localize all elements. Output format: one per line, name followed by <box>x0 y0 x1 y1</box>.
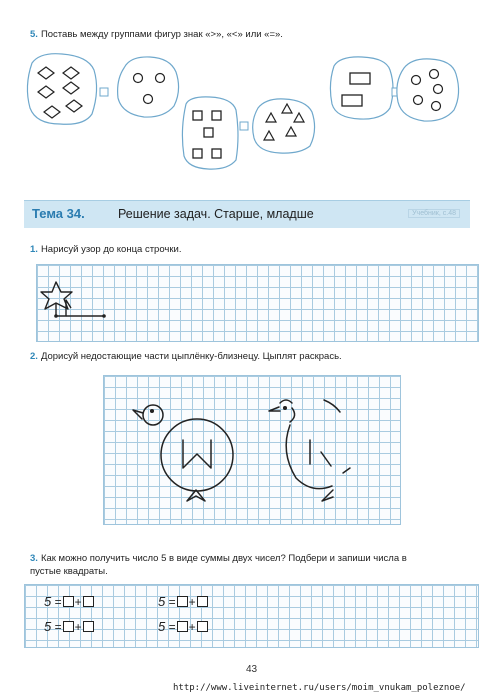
sum-plus: + <box>74 595 82 609</box>
group-circles-1 <box>118 57 179 117</box>
sum-row-1-left <box>44 594 95 609</box>
pattern-grid[interactable] <box>36 264 479 342</box>
sum-plus: + <box>74 620 82 634</box>
group-rhombuses <box>27 54 96 125</box>
group-circles-2 <box>397 59 459 121</box>
sum-equals: = <box>168 620 176 634</box>
task-3-number: 3. <box>30 553 38 564</box>
sum-digit: 5 <box>158 594 166 609</box>
source-url[interactable]: http://www.liveinternet.ru/users/moim_vnukam_poleznoe/ <box>173 683 466 693</box>
sum-equals: = <box>54 595 62 609</box>
answer-box[interactable] <box>63 596 74 607</box>
group-rectangles <box>330 57 393 119</box>
task-2-number: 2. <box>30 351 38 362</box>
sum-digit: 5 <box>44 594 52 609</box>
task-3-heading-line2 <box>30 566 108 577</box>
sum-digit: 5 <box>158 619 166 634</box>
task-3-text-line1: Как можно получить число 5 в виде суммы двух чисел? Подбери и запиши числа в <box>40 553 407 564</box>
answer-box[interactable] <box>197 621 208 632</box>
sum-row-1-right <box>158 594 209 609</box>
group-squares <box>182 97 238 169</box>
sum-plus: + <box>188 620 196 634</box>
group-triangles <box>253 99 315 153</box>
task-3-heading-line1 <box>30 553 407 564</box>
task-3-text-line2: пустые квадраты. <box>30 566 108 577</box>
sum-plus: + <box>188 595 196 609</box>
task-5-text: Поставь между группами фигур знак «>», «<» или «=». <box>40 29 283 40</box>
topic-title: Решение задач. Старше, младше <box>118 207 314 221</box>
task-1-number: 1. <box>30 244 38 255</box>
chick-grid[interactable] <box>103 375 401 525</box>
page-number: 43 <box>245 664 258 675</box>
task-5-number: 5. <box>30 29 38 40</box>
textbook-badge: Учебник, с.48 <box>408 209 460 218</box>
answer-box[interactable] <box>177 621 188 632</box>
topic-number: Тема 34. <box>32 206 85 221</box>
sum-row-2-left <box>44 619 95 634</box>
answer-box[interactable] <box>83 621 94 632</box>
answer-box[interactable] <box>177 596 188 607</box>
answer-box[interactable] <box>83 596 94 607</box>
answer-box[interactable] <box>197 596 208 607</box>
sum-equals: = <box>54 620 62 634</box>
answer-box[interactable] <box>63 621 74 632</box>
sum-row-2-right <box>158 619 209 634</box>
topic-header <box>24 200 470 228</box>
task-1-text: Нарисуй узор до конца строчки. <box>40 244 182 255</box>
comparison-box-2[interactable] <box>240 122 248 130</box>
task-2-heading <box>30 351 342 362</box>
task-1-heading <box>30 244 181 255</box>
figure-groups <box>0 0 503 200</box>
comparison-box-1[interactable] <box>100 88 108 96</box>
sum-equals: = <box>168 595 176 609</box>
task-2-text: Дорисуй недостающие части цыплёнку-близнецу. Цыплят раскрась. <box>40 351 342 362</box>
sum-digit: 5 <box>44 619 52 634</box>
